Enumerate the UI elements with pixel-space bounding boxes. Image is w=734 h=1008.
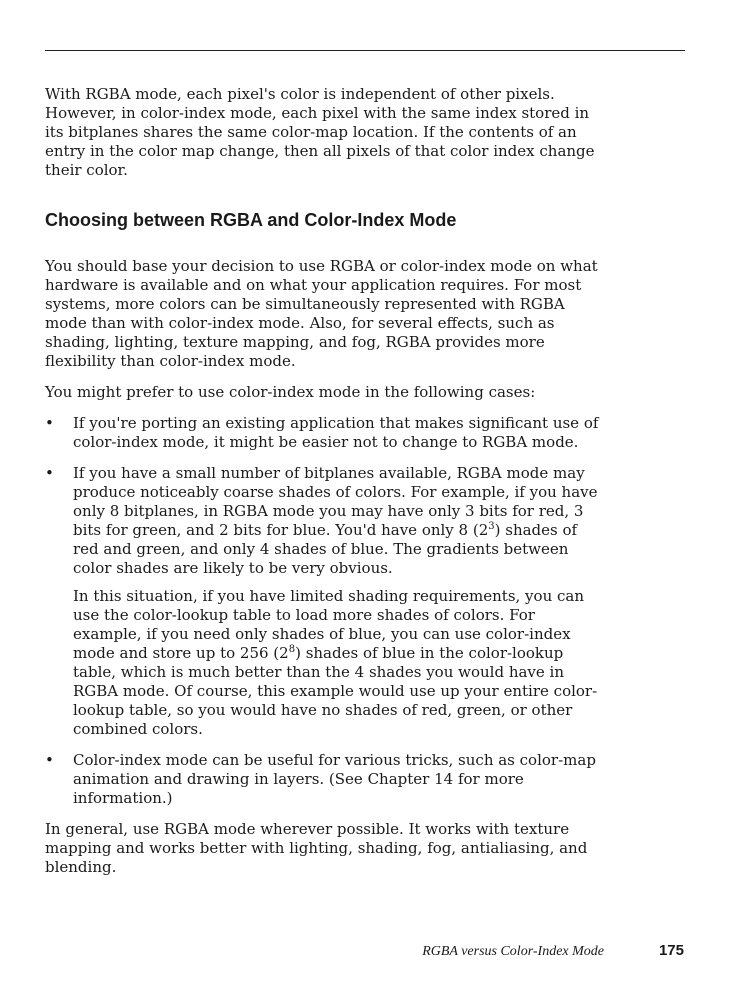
page-number: 175 <box>658 942 684 959</box>
closing-paragraph: In general, use RGBA mode wherever possible. It works with texture mapping and works better with lighting, shading, fog, antialiasing, and blending. <box>45 820 588 876</box>
bullet-text: Color-index mode can be useful for various tricks, such as color-map animation and drawing in layers. (See Chapter 14 for more information.) <box>73 751 596 807</box>
bullet-text-part: In this situation, if you have limited shading requirements, you can use the color-lookup table to load more shades of colors. For example, if you need only shades of blue, you can use color-index mode and store up to 256 (2 <box>73 587 584 662</box>
bullet-text-part: ) shades of blue in the color-lookup table, which is much better than the 4 shades you would have in RGBA mode. Of course, this example would use up your entire color-lookup table, so you would have no shades of red, green, or other combined colors. <box>73 644 598 738</box>
bullet-icon: • <box>45 464 54 482</box>
page-body <box>45 85 605 889</box>
section-paragraph-2: You might prefer to use color-index mode in the following cases: <box>45 383 536 401</box>
superscript: 3 <box>488 521 495 532</box>
bullet-continuation <box>73 587 605 739</box>
intro-paragraph: With RGBA mode, each pixel's color is independent of other pixels. However, in color-index mode, each pixel with the same index stored in its bitplanes shares the same color-map location. If the contents of an entry in the color map change, then all pixels of that color index change their color. <box>45 85 595 179</box>
bullet-item-porting <box>45 414 605 452</box>
bullet-item-bitplanes <box>45 464 605 739</box>
bullet-text <box>73 464 605 578</box>
section-heading: Choosing between RGBA and Color-Index Mode <box>45 210 457 230</box>
bullet-icon: • <box>45 751 54 769</box>
bullet-text-part: If you have a small number of bitplanes available, RGBA mode may produce noticeably coarse shades of colors. For example, if you have only 8 bitplanes, in RGBA mode you may have only 3 bits for red, 3 bits for green, and 2 bits for blue. You'd have only 8 (2 <box>73 464 598 539</box>
bullet-list <box>45 414 605 808</box>
section-paragraph-1: You should base your decision to use RGBA or color-index mode on what hardware is available and on what your application requires. For most systems, more colors can be simultaneously represented with RGBA mode than with color-index mode. Also, for several effects, such as shading, lighting, texture mapping, and fog, RGBA provides more flexibility than color-index mode. <box>45 257 598 370</box>
bullet-text: If you're porting an existing application that makes significant use of color-index mode, it might be easier not to change to RGBA mode. <box>73 414 599 451</box>
bullet-text-part: ) shades of red and green, and only 4 shades of blue. The gradients between color shades are likely to be very obvious. <box>73 521 578 577</box>
bullet-item-tricks <box>45 751 605 808</box>
running-footer-title: RGBA versus Color-Index Mode <box>422 944 604 959</box>
header-rule <box>45 50 685 51</box>
bullet-icon: • <box>45 414 54 432</box>
superscript: 8 <box>288 644 296 655</box>
